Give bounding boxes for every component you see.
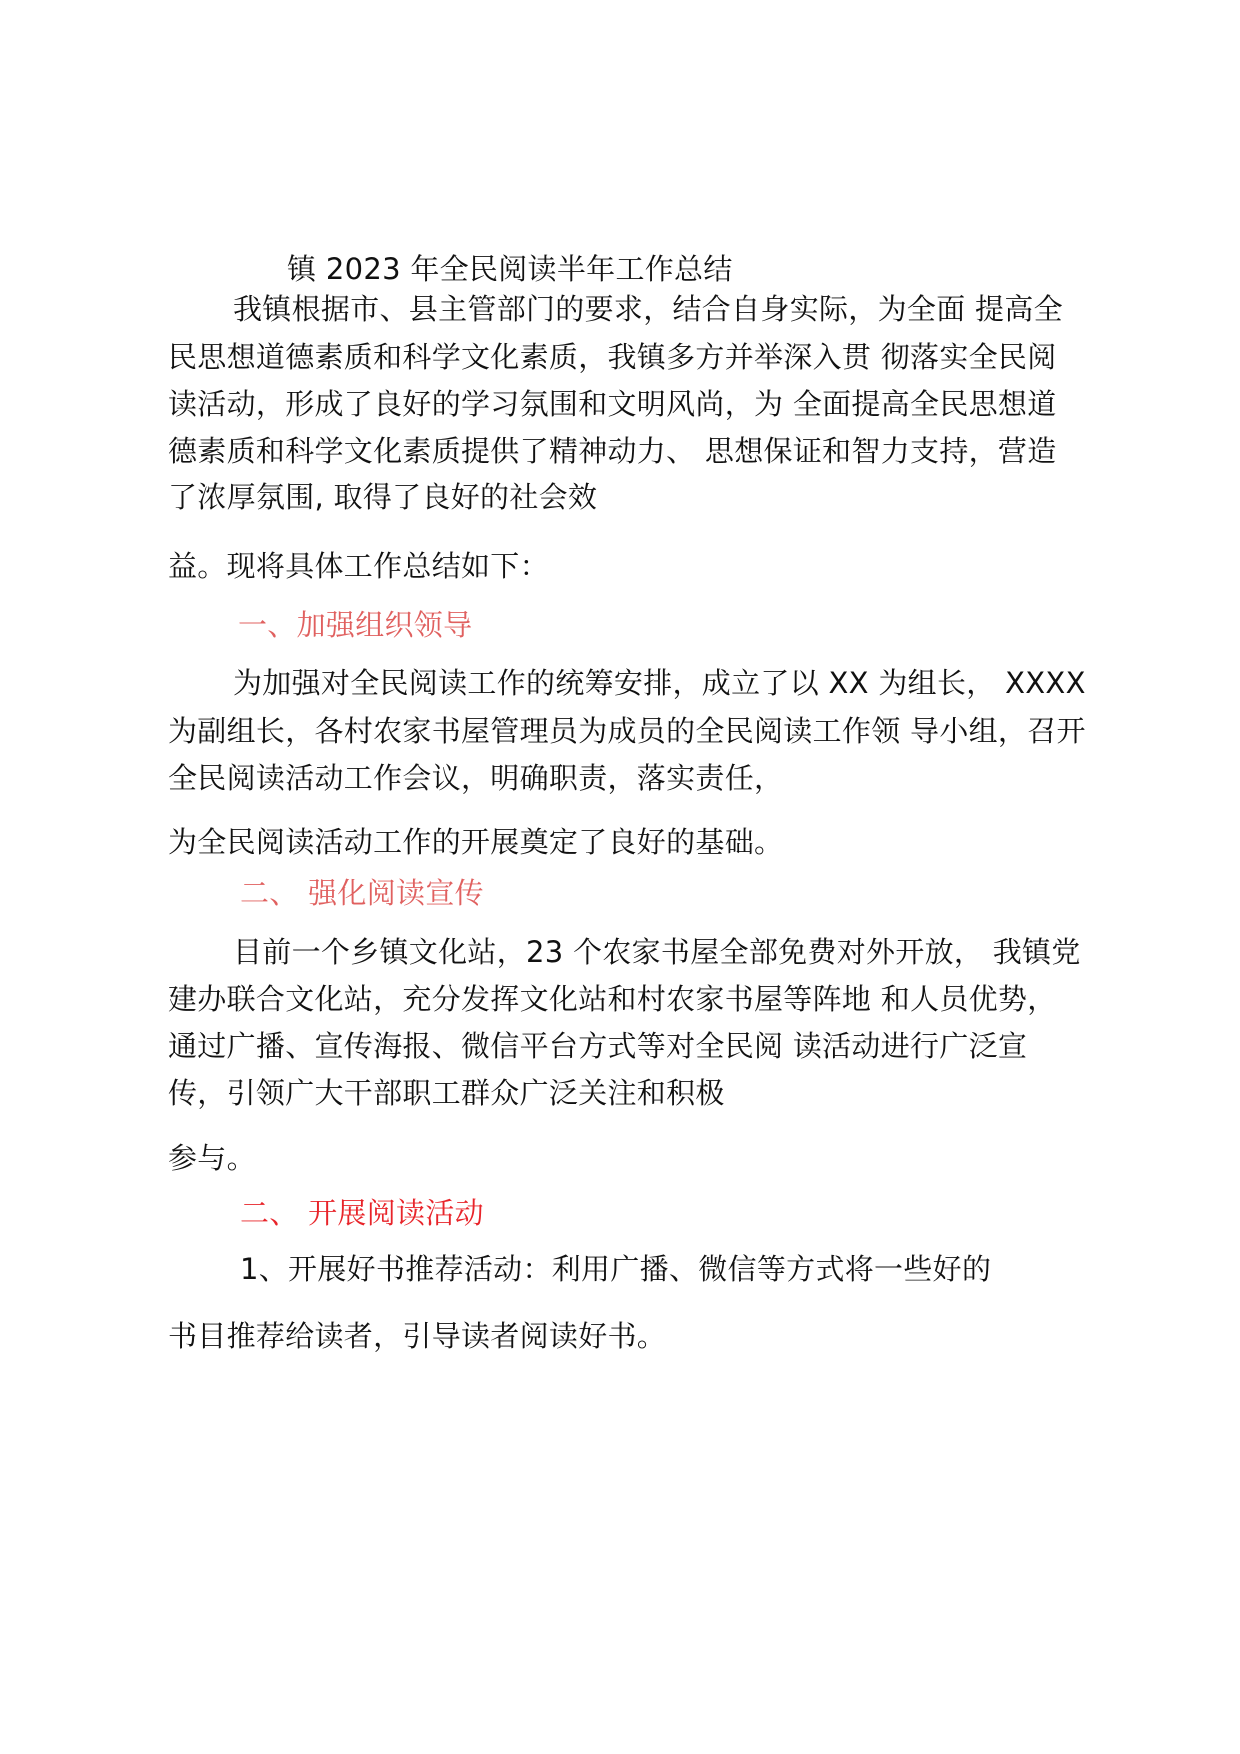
paragraph-line: 为全民阅读活动工作的开展奠定了良好的基础。 — [168, 825, 784, 859]
paragraph-line: 益。现将具体工作总结如下： — [168, 549, 549, 583]
paragraph-line: 目前一个乡镇文化站，23 个农家书屋全部免费对外开放， 我镇党 — [233, 935, 1081, 969]
paragraph-line: 书目推荐给读者，引导读者阅读好书。 — [168, 1319, 667, 1353]
paragraph-line: 为加强对全民阅读工作的统筹安排，成立了以 XX 为组长， XXXX — [233, 666, 1086, 700]
document-title: 镇 2023 年全民阅读半年工作总结 — [287, 252, 733, 286]
section-heading-2: 二、 强化阅读宣传 — [240, 876, 484, 910]
paragraph-line: 建办联合文化站，充分发挥文化站和村农家书屋等阵地 和人员优势， — [168, 982, 1057, 1016]
paragraph-line: 参与。 — [168, 1141, 256, 1175]
paragraph-line: 全民阅读活动工作会议，明确职责，落实责任， — [168, 761, 784, 795]
section-heading-1: 一、加强组织领导 — [238, 608, 473, 642]
paragraph-line: 民思想道德素质和科学文化素质，我镇多方并举深入贯 彻落实全民阅 — [168, 340, 1057, 374]
paragraph-line: 我镇根据市、县主管部门的要求，结合自身实际，为全面 提高全 — [233, 292, 1063, 326]
paragraph-line: 为副组长，各村农家书屋管理员为成员的全民阅读工作领 导小组，召开 — [168, 714, 1086, 748]
paragraph-line: 传，引领广大干部职工群众广泛关注和积极 — [168, 1076, 725, 1110]
paragraph-line: 德素质和科学文化素质提供了精神动力、 思想保证和智力支持，营造 — [168, 434, 1057, 468]
paragraph-line: 通过广播、宣传海报、微信平台方式等对全民阅 读活动进行广泛宣 — [168, 1029, 1028, 1063]
paragraph-line: 了浓厚氛围, 取得了良好的社会效 — [168, 480, 598, 514]
paragraph-line: 1、开展好书推荐活动：利用广播、微信等方式将一些好的 — [240, 1252, 992, 1286]
paragraph-line: 读活动，形成了良好的学习氛围和文明风尚，为 全面提高全民思想道 — [168, 387, 1057, 421]
section-heading-3: 二、 开展阅读活动 — [240, 1196, 484, 1230]
